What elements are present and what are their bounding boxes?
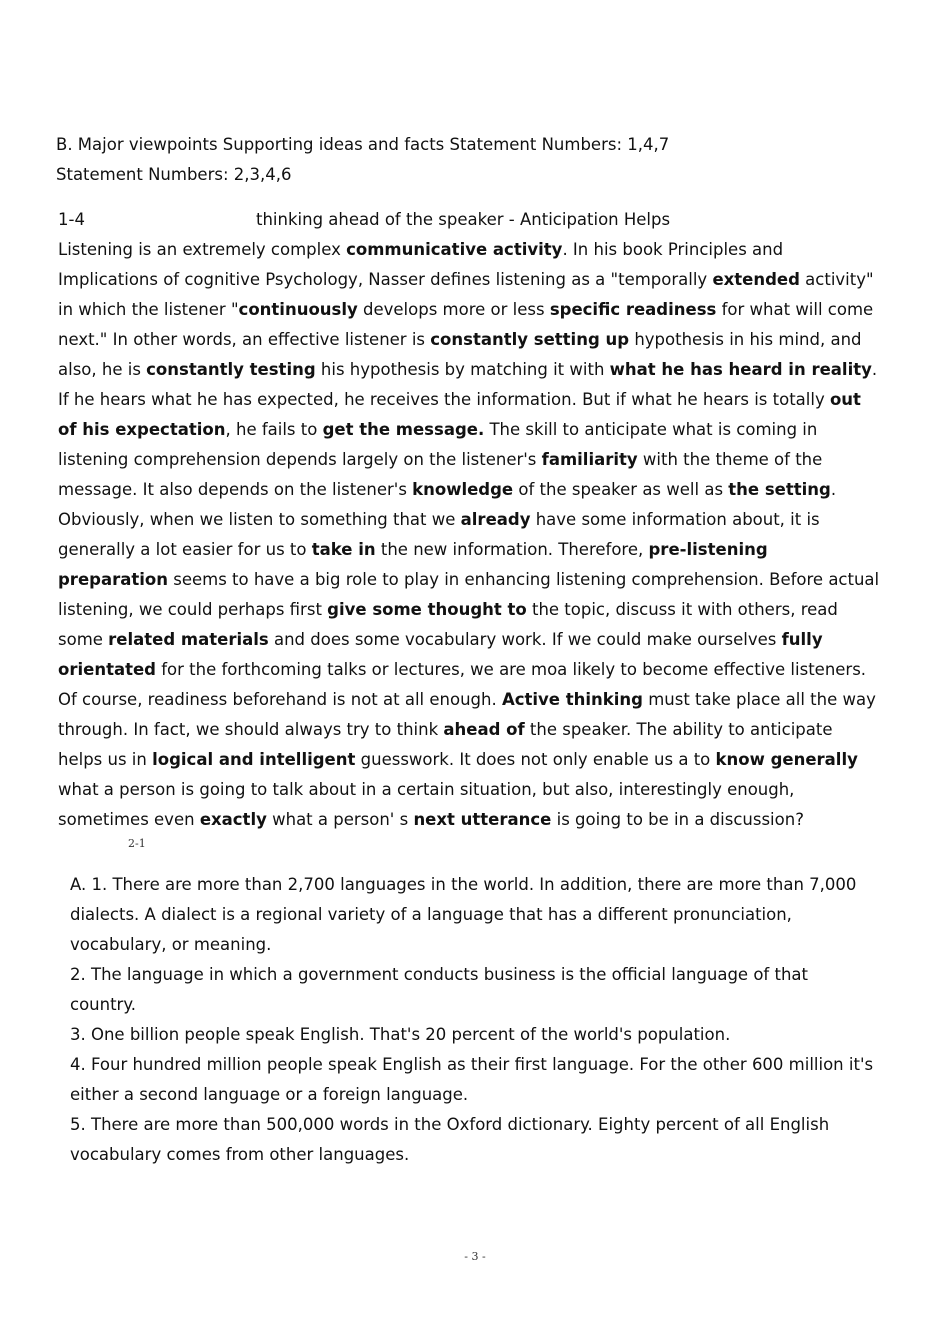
emphasized-phrase: logical and intelligent <box>152 750 356 769</box>
emphasized-phrase: what he has heard in reality <box>609 360 872 379</box>
language-facts-list <box>70 870 878 1170</box>
passage-text: must take place all the way through. In fact, we should always try to think <box>58 690 876 739</box>
passage-text: is going to be in a discussion? <box>551 810 804 829</box>
passage-text: what a person is going to talk about in a certain situation, but also, interestingly enough, sometimes even <box>58 780 795 829</box>
emphasized-phrase: exactly <box>199 810 267 829</box>
passage-text: . Obviously, when we listen to something that we <box>58 480 837 529</box>
answer-line-statement-numbers: Statement Numbers: 2,3,4,6 <box>56 165 292 184</box>
emphasized-phrase: knowledge <box>412 480 514 499</box>
emphasized-phrase: related materials <box>108 630 269 649</box>
passage-text: the speaker. The ability to anticipate helps us in <box>58 720 833 769</box>
emphasized-phrase: fully orientated <box>58 630 823 679</box>
list-item: 5. There are more than 500,000 words in the Oxford dictionary. Eighty percent of all English vocabulary comes from other languages. <box>70 1115 830 1164</box>
emphasized-phrase: constantly setting up <box>430 330 630 349</box>
passage-text: Listening is an extremely complex <box>58 240 347 259</box>
passage-text: the topic, discuss it with others, read some <box>58 600 838 649</box>
emphasized-phrase: take in <box>311 540 376 559</box>
section-heading <box>58 205 878 235</box>
passage-text: and does some vocabulary work. If we could make ourselves <box>268 630 782 649</box>
answer-line-major-viewpoints: B. Major viewpoints Supporting ideas and facts Statement Numbers: 1,4,7 <box>56 135 670 154</box>
passage-text: . If he hears what he has expected, he receives the information. But if what he hears is totally <box>58 360 878 409</box>
passage-text: guesswork. It does not only enable us a to <box>355 750 716 769</box>
list-item: 3. One billion people speak English. That's 20 percent of the world's population. <box>70 1025 731 1044</box>
emphasized-phrase: next utterance <box>413 810 552 829</box>
section-title: thinking ahead of the speaker - Anticipation Helps <box>256 210 671 229</box>
passage-text: for what will come next." In other words, an effective listener is <box>58 300 874 349</box>
page-number: - 3 - <box>464 1250 486 1263</box>
passage-text: with the theme of the message. It also depends on the listener's <box>58 450 823 499</box>
emphasized-phrase: give some thought to <box>327 600 527 619</box>
list-item: A. 1. There are more than 2,700 languages in the world. In addition, there are more than 7,000 dialects. A dialect is a regional variety of a language that has a different pronunciation, vocabulary, or meaning. <box>70 875 857 954</box>
passage-text: The skill to anticipate what is coming in listening comprehension depends largely on the listener's <box>58 420 818 469</box>
emphasized-phrase: communicative activity <box>346 240 563 259</box>
emphasized-phrase: Active thinking <box>501 690 643 709</box>
passage-text: , he fails to <box>225 420 323 439</box>
passage-text: for the forthcoming talks or lectures, we are moa likely to become effective listeners. Of course, readiness beforehand is not at all enough. <box>58 660 867 709</box>
passage-text: of the speaker as well as <box>513 480 729 499</box>
anticipation-passage <box>58 235 880 835</box>
section-number: 1-4 <box>58 210 85 229</box>
emphasized-phrase: constantly testing <box>146 360 316 379</box>
emphasized-phrase: ahead of <box>443 720 525 739</box>
emphasized-phrase: familiarity <box>541 450 638 469</box>
emphasized-phrase: already <box>460 510 531 529</box>
section-mark: 2-1 <box>128 837 146 850</box>
emphasized-phrase: get the message. <box>322 420 485 439</box>
emphasized-phrase: out of his expectation <box>58 390 861 439</box>
emphasized-phrase: pre-listening preparation <box>58 540 768 589</box>
passage-text: have some information about, it is generally a lot easier for us to <box>58 510 820 559</box>
emphasized-phrase: know generally <box>715 750 858 769</box>
list-item: 2. The language in which a government conducts business is the official language of that country. <box>70 965 808 1014</box>
passage-text: what a person' s <box>266 810 414 829</box>
passage-text: his hypothesis by matching it with <box>315 360 610 379</box>
emphasized-phrase: continuously <box>238 300 358 319</box>
passage-text: develops more or less <box>357 300 550 319</box>
passage-text: . In his book Principles and Implications of cognitive Psychology, Nasser defines listening as a "temporally <box>58 240 784 289</box>
list-item: 4. Four hundred million people speak English as their first language. For the other 600 million it's either a second language or a foreign language. <box>70 1055 874 1104</box>
emphasized-phrase: extended <box>712 270 800 289</box>
passage-text: the new information. Therefore, <box>375 540 649 559</box>
emphasized-phrase: specific readiness <box>549 300 717 319</box>
passage-text: hypothesis in his mind, and also, he is <box>58 330 862 379</box>
emphasized-phrase: the setting <box>728 480 831 499</box>
passage-text: activity" in which the listener " <box>58 270 874 319</box>
passage-text: seems to have a big role to play in enhancing listening comprehension. Before actual listening, we could perhaps first <box>58 570 880 619</box>
